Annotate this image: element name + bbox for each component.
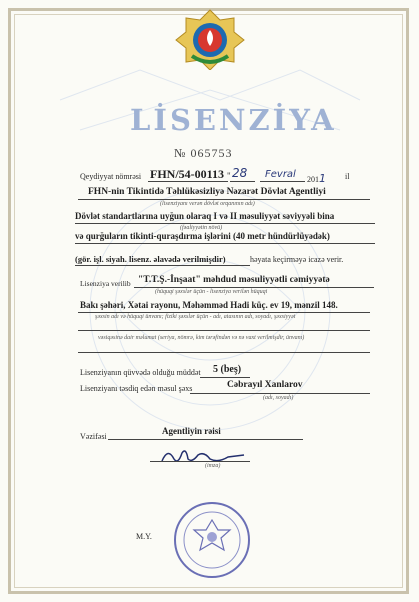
validity-value: 5 (beş) [213, 364, 242, 375]
registration-day: 28 [232, 166, 248, 180]
registration-number: FHN/54-00113 [150, 167, 224, 181]
address-value: Bakı şəhəri, Xətai rayonu, Məhəmməd Hadi küç. ev 19, mənzil 148. [80, 300, 338, 310]
registration-year: 2011 [307, 172, 326, 185]
registration-il: il [345, 172, 350, 181]
registration-label: Qeydiyyat nömrəsi [80, 172, 142, 181]
activity-line-1: Dövlət standartlarına uyğun olaraq I və II məsuliyyət səviyyəli bina [75, 211, 335, 221]
position-label: Vəzifəsi [80, 432, 107, 441]
activity-line-2: və qurğuların tikinti-quraşdırma işlərini (40 metr hündürlüyədək) [75, 231, 330, 241]
position-value: Agentliyin rəisi [162, 426, 221, 436]
state-emblem-icon [172, 8, 248, 70]
approver-label: Lisenziyanı təsdiq edən məsul şəxs [80, 384, 193, 393]
signature-caption: (imza) [205, 463, 221, 469]
date-quote: " [227, 171, 231, 181]
address-caption: şəxsin adı və hüquqi ünvanı; fiziki şəxslər üçün - adı, atasının adı, soyadı, şəxsiyyət [95, 314, 296, 320]
seal-place-label: M.Y. [136, 532, 152, 541]
signature-icon [158, 445, 248, 467]
official-seal-icon [172, 500, 252, 580]
license-number [174, 146, 232, 161]
document-title: LİSENZİYA [130, 103, 337, 137]
number-prefix: № [174, 146, 187, 160]
activity-line-3: (gör. işl. siyah. lisenz. əlavədə verilmişdir) [75, 254, 226, 264]
licensee-caption: (hüquqi şəxslər üçün - lisenziya verilən hüquqi [155, 289, 268, 295]
number-value: 065753 [190, 146, 233, 160]
approver-caption: (adı, soyadı) [263, 395, 294, 401]
issuer-caption: (lisenziyanı verən dövlət orqanının adı) [160, 201, 255, 207]
activity-permit-text: həyata keçirməyə icazə verir. [250, 255, 344, 264]
licensee-label: Lisenziya verilib [80, 279, 131, 288]
approver-name: Cəbrayıl Xanlarov [227, 380, 303, 390]
id-caption: vəsiqəsinə dair məlumat (seriya, nömrə, kim tərəfindən və nə vaxt verilmişdir, ünvanı) [98, 335, 305, 341]
validity-label: Lisenziyanın qüvvədə olduğu müddət [80, 368, 201, 377]
activity-caption: (fəaliyyətin növü) [180, 225, 223, 231]
issuer-name: FHN-nin Tikintidə Təhlükəsizliyə Nəzarət Dövlət Agentliyi [88, 187, 326, 197]
registration-month: Fevral [265, 169, 296, 180]
licensee-name: "T.T.Ş.-İnşaat" məhdud məsuliyyətli cəmiyyətə [138, 275, 330, 285]
